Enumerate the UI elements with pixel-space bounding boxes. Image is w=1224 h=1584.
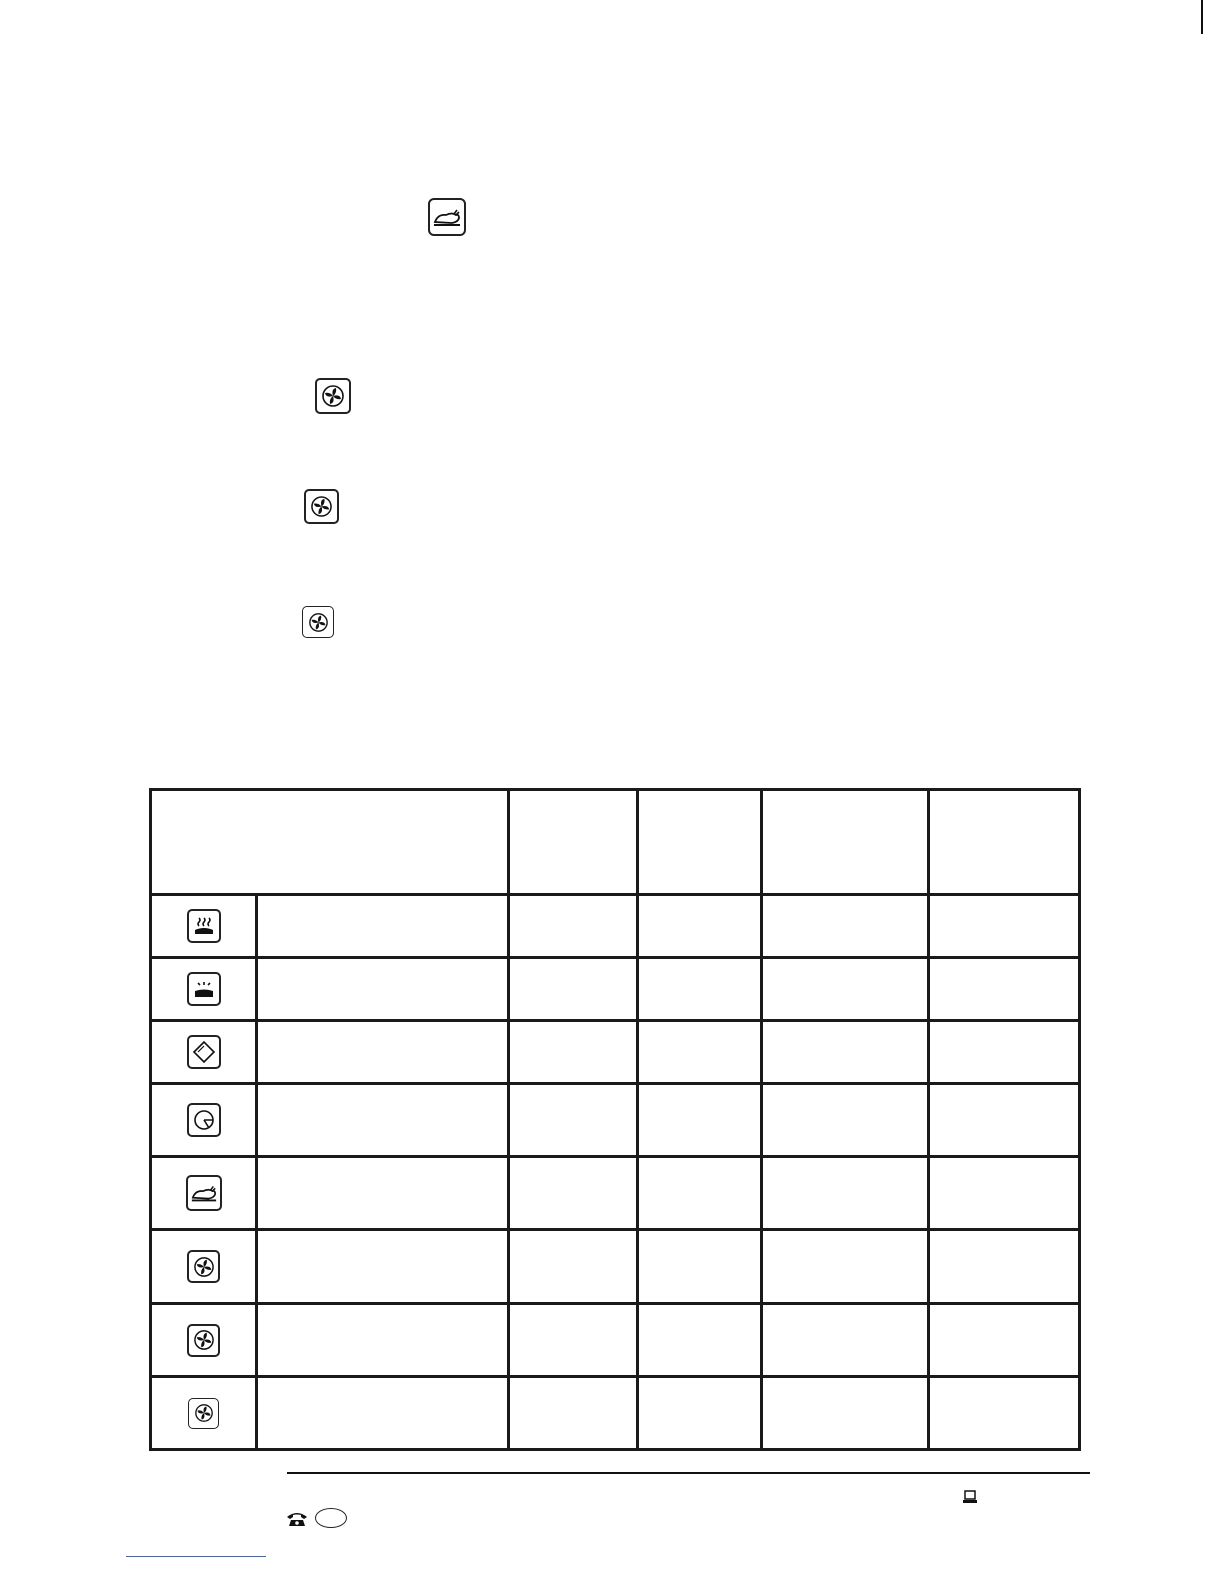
- table-cell: [509, 958, 638, 1021]
- fan-icon: [315, 378, 351, 414]
- grill-heat-icon: [187, 972, 221, 1006]
- row-label: [257, 1084, 509, 1157]
- row-label: [257, 1021, 509, 1084]
- row-label: [257, 1377, 509, 1450]
- table-cell: [638, 1084, 762, 1157]
- table-cell: [509, 1304, 638, 1377]
- header-function: [151, 790, 509, 895]
- laptop-icon: [962, 1489, 978, 1510]
- link-underline[interactable]: [126, 1556, 266, 1557]
- fan-icon: [187, 1324, 220, 1357]
- header-col-4: [762, 790, 929, 895]
- fan-icon: [187, 1250, 220, 1283]
- table-cell: [762, 1021, 929, 1084]
- table-cell: [929, 1021, 1080, 1084]
- table-cell: [929, 895, 1080, 958]
- table-row: [151, 1377, 1080, 1450]
- table-row: [151, 1230, 1080, 1304]
- header-col-3: [638, 790, 762, 895]
- table-header-row: [151, 790, 1080, 895]
- table-cell: [638, 1157, 762, 1230]
- cake-icon: [187, 1103, 221, 1137]
- table-cell: [509, 1084, 638, 1157]
- phone-icon: [286, 1511, 308, 1532]
- table-cell: [509, 1230, 638, 1304]
- pizza-tray-icon: [187, 1035, 221, 1069]
- cooking-table: [149, 788, 1081, 1451]
- language-badge: [315, 1508, 347, 1528]
- table-row: [151, 958, 1080, 1021]
- table-row: [151, 1157, 1080, 1230]
- table-cell: [509, 1021, 638, 1084]
- row-label: [257, 1230, 509, 1304]
- footer-divider: [287, 1472, 1090, 1474]
- table-cell: [762, 1304, 929, 1377]
- table-cell: [509, 1377, 638, 1450]
- table-cell: [638, 1304, 762, 1377]
- table-cell: [762, 1084, 929, 1157]
- row-label: [257, 895, 509, 958]
- top-bottom-heat-icon: [187, 909, 221, 943]
- table-cell: [929, 1377, 1080, 1450]
- table-cell: [762, 1377, 929, 1450]
- table-cell: [638, 1021, 762, 1084]
- fan-icon: [304, 489, 339, 524]
- header-col-5: [929, 790, 1080, 895]
- table-cell: [638, 895, 762, 958]
- page-edge-mark: [1201, 0, 1203, 34]
- table-cell: [929, 1157, 1080, 1230]
- table-cell: [762, 958, 929, 1021]
- roast-chicken-icon: [186, 1175, 222, 1211]
- table-cell: [638, 1377, 762, 1450]
- roast-chicken-icon: [428, 198, 466, 236]
- table-cell: [929, 1084, 1080, 1157]
- table-cell: [929, 958, 1080, 1021]
- table-cell: [929, 1304, 1080, 1377]
- row-label: [257, 958, 509, 1021]
- table-row: [151, 895, 1080, 958]
- table-cell: [762, 895, 929, 958]
- table-cell: [638, 958, 762, 1021]
- table-row: [151, 1084, 1080, 1157]
- fan-icon: [302, 606, 334, 638]
- table-cell: [509, 1157, 638, 1230]
- table-cell: [762, 1157, 929, 1230]
- table-cell: [762, 1230, 929, 1304]
- table-cell: [929, 1230, 1080, 1304]
- fan-icon: [188, 1398, 219, 1429]
- row-label: [257, 1157, 509, 1230]
- row-label: [257, 1304, 509, 1377]
- table-row: [151, 1304, 1080, 1377]
- table-cell: [638, 1230, 762, 1304]
- table-cell: [509, 895, 638, 958]
- header-col-2: [509, 790, 638, 895]
- table-row: [151, 1021, 1080, 1084]
